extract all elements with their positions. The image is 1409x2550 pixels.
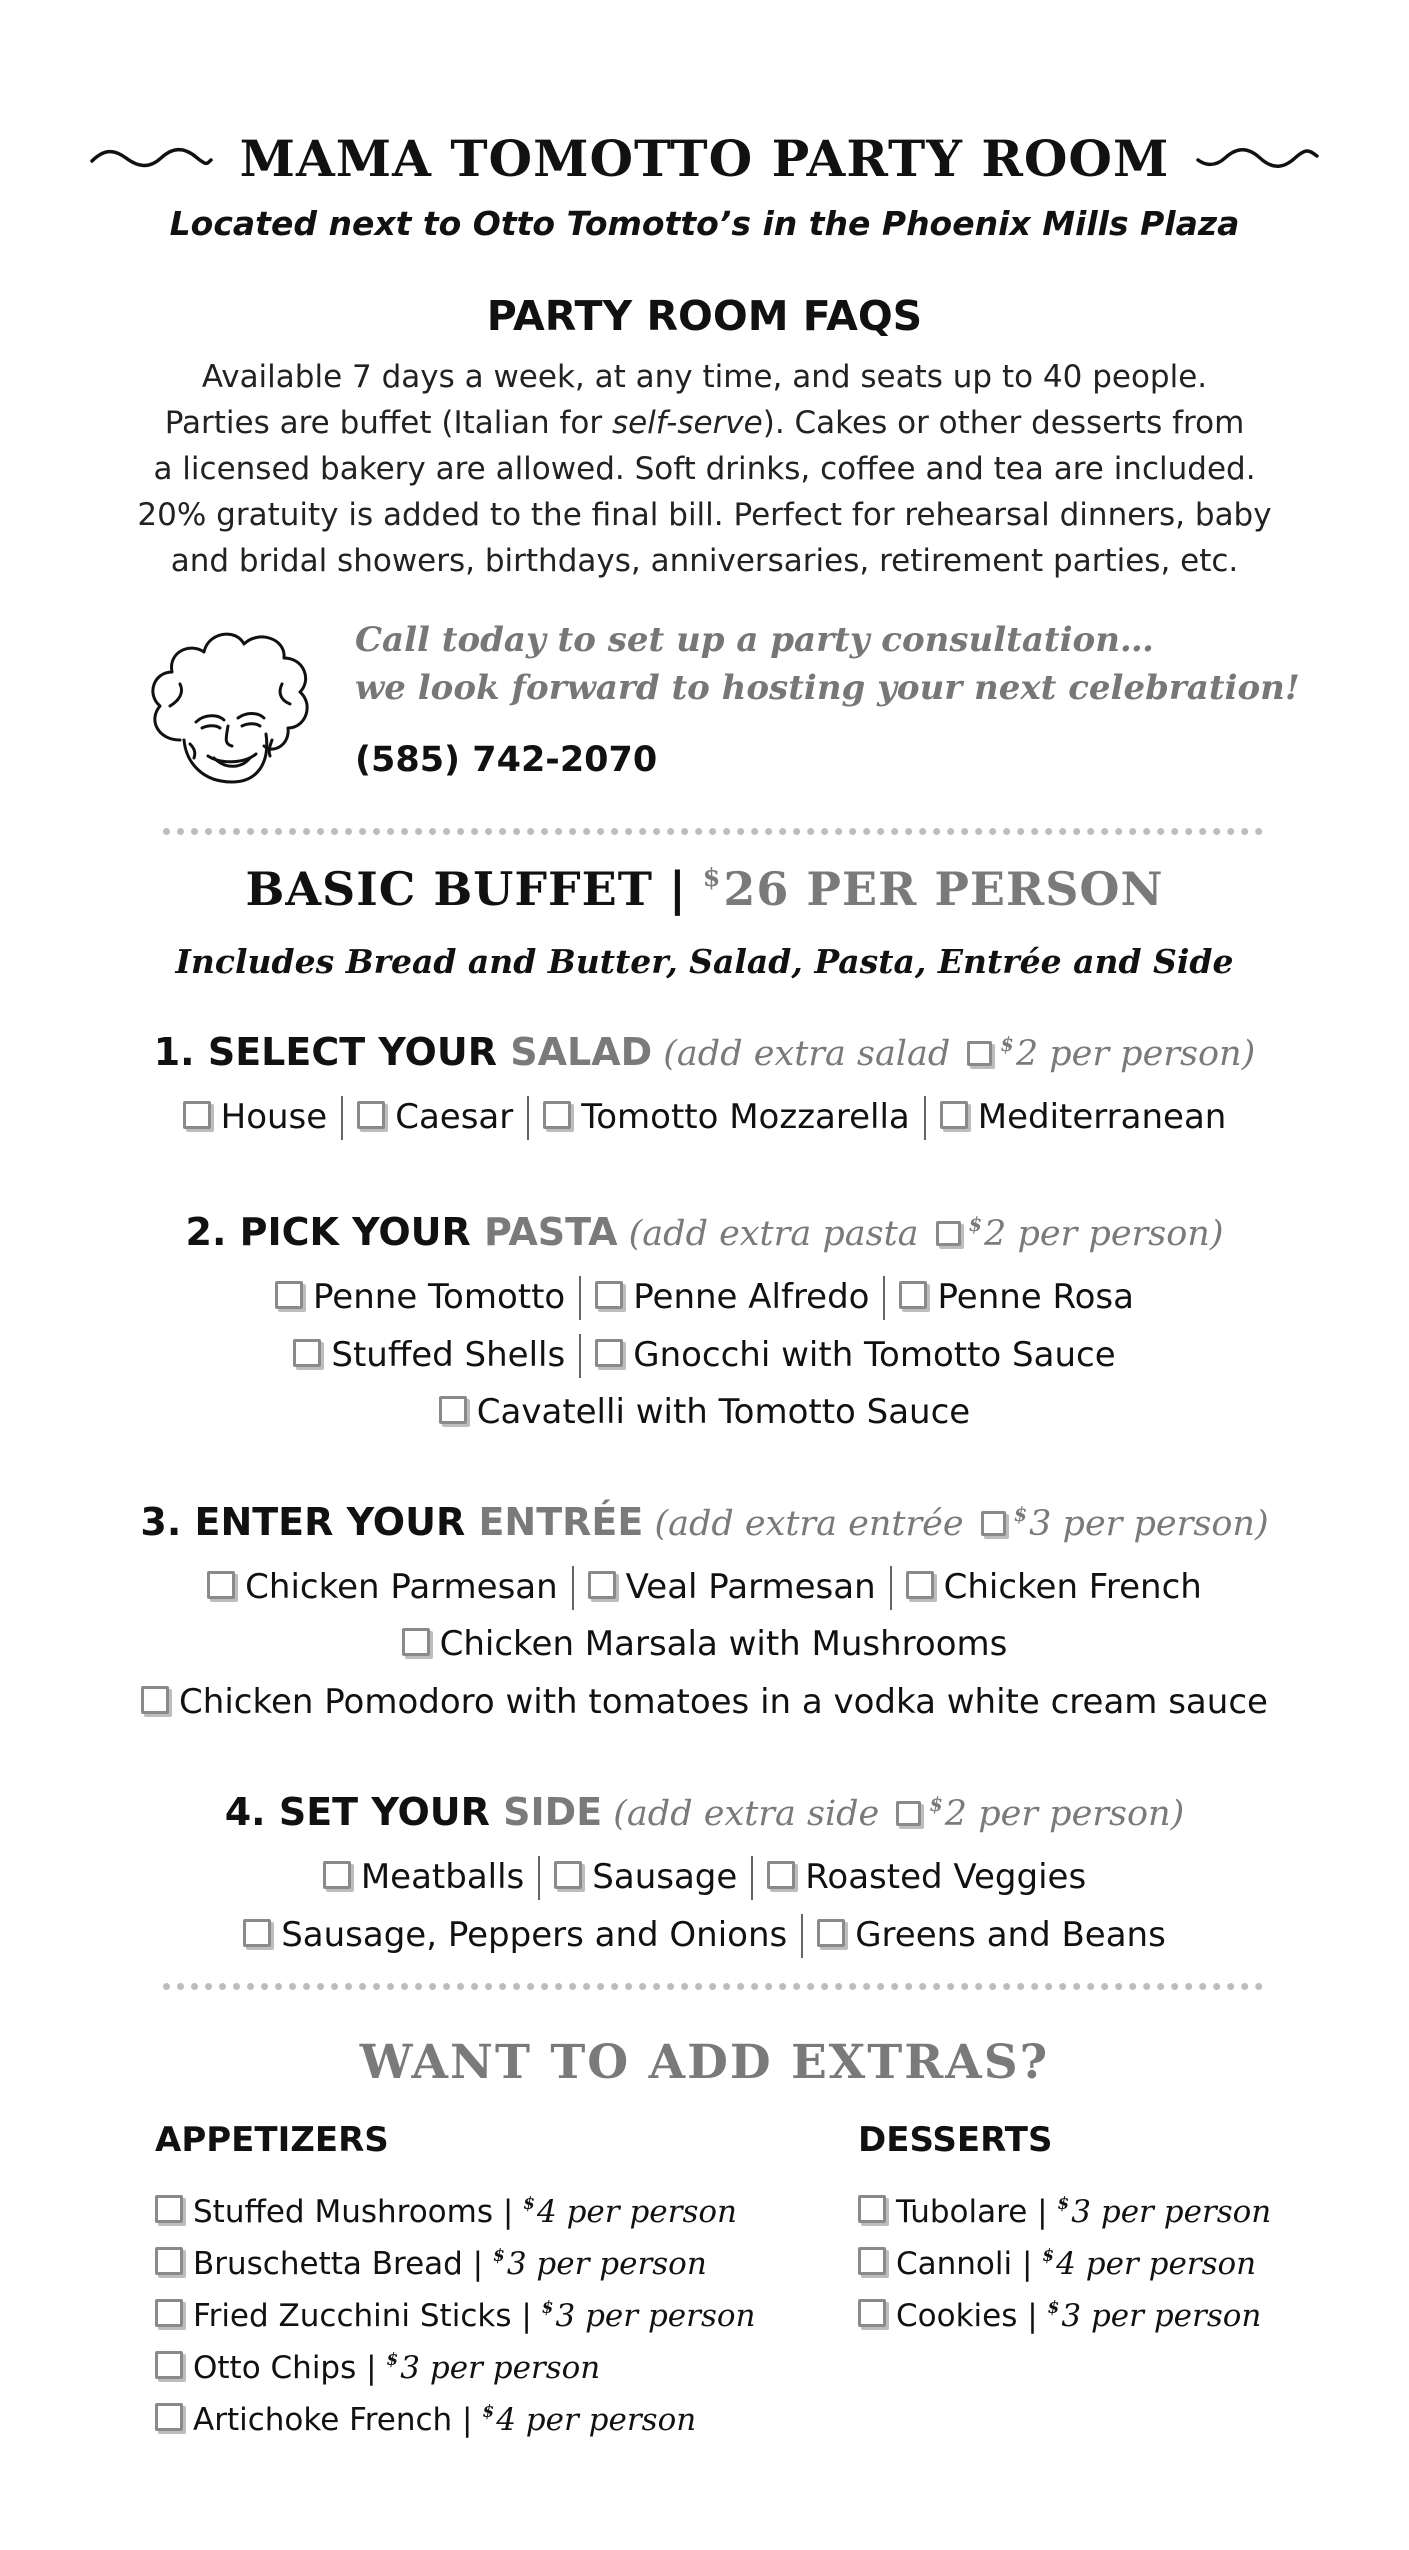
option-label: Roasted Veggies xyxy=(805,1856,1087,1897)
option-divider xyxy=(924,1096,926,1140)
extra-item-price-value: 3 per person xyxy=(555,2297,756,2334)
extra-item-price-value: 4 per person xyxy=(1056,2245,1257,2282)
extra-item-price xyxy=(1042,2246,1256,2282)
extra-checkbox[interactable] xyxy=(858,2299,886,2327)
buffet-separator: | xyxy=(668,862,687,916)
option-label: Greens and Beans xyxy=(855,1914,1166,1955)
currency-symbol: $ xyxy=(1000,1032,1014,1056)
faq-text: ). Cakes or other desserts from xyxy=(762,405,1245,441)
add-extra-price: 3 per person) xyxy=(1029,1504,1269,1544)
option-label: Sausage xyxy=(592,1856,738,1897)
faq-line: and bridal showers, birthdays, anniversaries, retirement parties, etc. xyxy=(170,543,1239,579)
option-checkbox[interactable] xyxy=(243,1919,271,1947)
option-divider xyxy=(579,1334,581,1378)
extra-item[interactable] xyxy=(155,2334,756,2386)
extra-item-price xyxy=(1048,2298,1262,2334)
appetizer-list xyxy=(155,2178,756,2438)
option-checkbox[interactable] xyxy=(323,1861,351,1889)
menu-option[interactable] xyxy=(243,1915,787,1955)
add-extra-note xyxy=(602,1794,1184,1834)
currency-symbol: $ xyxy=(1013,1502,1028,1526)
extra-item-price-value: 3 per person xyxy=(1061,2297,1262,2334)
extra-item-price xyxy=(493,2246,707,2282)
extra-item-separator: | xyxy=(511,2297,542,2334)
currency-symbol: $ xyxy=(1057,2194,1070,2214)
add-extra-label: (add extra pasta xyxy=(617,1214,930,1254)
menu-option[interactable] xyxy=(293,1335,565,1375)
desserts-column xyxy=(858,2120,1271,2334)
menu-option[interactable] xyxy=(817,1915,1166,1955)
extra-item[interactable] xyxy=(155,2178,756,2230)
option-checkbox[interactable] xyxy=(207,1571,235,1599)
option-label: Sausage, Peppers and Onions xyxy=(281,1914,788,1955)
step-category: SIDE xyxy=(503,1790,603,1834)
buffet-price-value: 26 PER PERSON xyxy=(723,862,1164,916)
menu-option[interactable] xyxy=(554,1857,737,1897)
buffet-price xyxy=(703,862,1164,916)
currency-symbol: $ xyxy=(1042,2246,1055,2266)
call-to-action xyxy=(355,616,1300,712)
option-row xyxy=(0,1334,1409,1378)
extra-item[interactable] xyxy=(155,2230,756,2282)
option-row xyxy=(0,1624,1409,1664)
buffet-includes: Includes Bread and Butter, Salad, Pasta, Entrée and Side xyxy=(175,942,1234,981)
faq-line: a licensed bakery are allowed. Soft drinks, coffee and tea are included. xyxy=(153,451,1256,487)
extra-item-price xyxy=(482,2402,696,2438)
step-prefix: 1. SELECT YOUR xyxy=(153,1030,511,1074)
menu-option[interactable] xyxy=(439,1392,970,1432)
step-heading xyxy=(0,1790,1409,1834)
add-extra-label: (add extra side xyxy=(602,1794,891,1834)
menu-option[interactable] xyxy=(141,1682,1268,1722)
currency-symbol: $ xyxy=(482,2402,495,2422)
add-extra-price: 2 per person) xyxy=(944,1794,1185,1834)
option-divider xyxy=(538,1856,540,1900)
add-extra-checkbox[interactable] xyxy=(896,1801,921,1826)
option-checkbox[interactable] xyxy=(357,1101,385,1129)
add-extra-checkbox[interactable] xyxy=(936,1221,961,1246)
currency-symbol: $ xyxy=(929,1792,943,1816)
dessert-list xyxy=(858,2178,1271,2334)
extra-item-name: Fried Zucchini Sticks xyxy=(193,2297,512,2334)
option-checkbox[interactable] xyxy=(402,1628,430,1656)
option-label: Penne Tomotto xyxy=(313,1276,566,1317)
option-divider xyxy=(883,1276,885,1320)
option-divider xyxy=(527,1096,529,1140)
extra-item-name: Cookies xyxy=(896,2297,1018,2334)
option-divider xyxy=(890,1566,892,1610)
extra-checkbox[interactable] xyxy=(858,2195,886,2223)
add-extra-checkbox[interactable] xyxy=(967,1041,992,1066)
extra-item[interactable] xyxy=(858,2230,1271,2282)
extra-item[interactable] xyxy=(155,2282,756,2334)
option-checkbox[interactable] xyxy=(595,1281,623,1309)
add-extra-price: 2 per person) xyxy=(984,1214,1224,1254)
extra-item-name: Artichoke French xyxy=(193,2401,453,2438)
squiggle-right-icon xyxy=(1195,143,1320,173)
option-label: Stuffed Shells xyxy=(331,1334,566,1375)
menu-option[interactable] xyxy=(940,1097,1227,1137)
option-checkbox[interactable] xyxy=(183,1101,211,1129)
extra-item-separator: | xyxy=(492,2193,524,2230)
extra-item[interactable] xyxy=(858,2282,1271,2334)
step-prefix: 2. PICK YOUR xyxy=(185,1210,484,1254)
menu-option[interactable] xyxy=(595,1277,869,1317)
extras-heading: WANT TO ADD EXTRAS? xyxy=(359,2035,1050,2090)
option-label: Penne Alfredo xyxy=(633,1276,870,1317)
currency-symbol: $ xyxy=(386,2350,399,2370)
option-label: Chicken Pomodoro with tomatoes in a vodka white cream sauce xyxy=(179,1682,1268,1722)
option-label: Chicken Marsala with Mushrooms xyxy=(439,1624,1008,1664)
buffet-heading xyxy=(0,862,1409,916)
buffet-name: BASIC BUFFET xyxy=(245,862,653,916)
option-checkbox[interactable] xyxy=(906,1571,934,1599)
option-divider xyxy=(341,1096,343,1140)
add-extra-checkbox[interactable] xyxy=(981,1511,1006,1536)
option-divider xyxy=(579,1276,581,1320)
extra-item-separator: | xyxy=(1012,2245,1043,2282)
currency-symbol: $ xyxy=(968,1212,983,1236)
add-extra-note xyxy=(643,1504,1268,1544)
menu-option[interactable] xyxy=(595,1335,1115,1375)
extra-item[interactable] xyxy=(155,2386,756,2438)
extra-item-separator: | xyxy=(462,2245,493,2282)
currency-symbol: $ xyxy=(492,2246,505,2266)
menu-option[interactable] xyxy=(543,1097,910,1137)
option-row xyxy=(0,1682,1409,1722)
extra-checkbox[interactable] xyxy=(155,2247,183,2275)
menu-option[interactable] xyxy=(275,1277,565,1317)
squiggle-left-icon xyxy=(89,143,214,173)
option-row xyxy=(0,1566,1409,1610)
add-extra-note xyxy=(618,1214,1224,1254)
faq-line: 20% gratuity is added to the final bill. Perfect for rehearsal dinners, baby xyxy=(137,497,1272,533)
extra-item-price-value: 4 per person xyxy=(537,2193,737,2230)
option-checkbox[interactable] xyxy=(588,1571,616,1599)
dotted-divider xyxy=(163,828,1263,835)
extra-item-price-value: 3 per person xyxy=(506,2245,707,2282)
option-checkbox[interactable] xyxy=(767,1861,795,1889)
option-checkbox[interactable] xyxy=(543,1101,571,1129)
extra-item-price-value: 3 per person xyxy=(400,2349,601,2386)
extra-item-price xyxy=(386,2350,600,2386)
option-label: Cavatelli with Tomotto Sauce xyxy=(476,1392,971,1432)
add-extra-note xyxy=(652,1034,1255,1074)
menu-option[interactable] xyxy=(402,1624,1008,1664)
option-checkbox[interactable] xyxy=(899,1281,927,1309)
extra-item[interactable] xyxy=(858,2178,1271,2230)
menu-option[interactable] xyxy=(357,1097,513,1137)
extra-checkbox[interactable] xyxy=(155,2351,183,2379)
menu-option[interactable] xyxy=(588,1567,876,1607)
faq-heading: PARTY ROOM FAQS xyxy=(486,292,923,340)
extra-item-price xyxy=(1057,2194,1271,2230)
step-category: ENTRÉE xyxy=(478,1500,644,1544)
option-row xyxy=(0,1856,1409,1900)
add-extra-label: (add extra salad xyxy=(652,1034,962,1074)
option-checkbox[interactable] xyxy=(940,1101,968,1129)
menu-option[interactable] xyxy=(323,1857,524,1897)
extra-item-price xyxy=(523,2194,737,2230)
add-extra-label: (add extra entrée xyxy=(643,1504,975,1544)
step-heading xyxy=(0,1210,1409,1254)
option-divider xyxy=(801,1914,803,1958)
menu-option[interactable] xyxy=(767,1857,1086,1897)
option-checkbox[interactable] xyxy=(554,1861,582,1889)
extra-item-price-value: 3 per person xyxy=(1071,2193,1272,2230)
faq-body xyxy=(0,354,1409,584)
extra-item-name: Otto Chips xyxy=(193,2349,357,2386)
page-title: MAMA TOMOTTO PARTY ROOM xyxy=(239,128,1170,188)
option-label: Penne Rosa xyxy=(937,1276,1134,1317)
step-category: SALAD xyxy=(510,1030,653,1074)
option-label: Chicken French xyxy=(943,1566,1202,1607)
currency-symbol: $ xyxy=(1047,2298,1060,2318)
extra-item-separator: | xyxy=(1027,2193,1058,2230)
menu-option[interactable] xyxy=(906,1567,1202,1607)
step-prefix: 3. ENTER YOUR xyxy=(140,1500,479,1544)
faq-text: Parties are buffet (Italian for xyxy=(164,405,612,441)
step-category: PASTA xyxy=(483,1210,618,1254)
step-heading xyxy=(0,1500,1409,1544)
extra-item-separator: | xyxy=(356,2349,387,2386)
title-row xyxy=(0,118,1409,198)
option-label: Caesar xyxy=(395,1096,514,1137)
faq-emphasis: self-serve xyxy=(611,405,763,441)
location-subtitle: Located next to Otto Tomotto’s in the Phoenix Mills Plaza xyxy=(169,204,1240,243)
appetizers-heading: APPETIZERS xyxy=(155,2120,389,2160)
option-checkbox[interactable] xyxy=(141,1686,169,1714)
extra-item-price-value: 4 per person xyxy=(496,2401,697,2438)
extra-checkbox[interactable] xyxy=(155,2403,183,2431)
option-checkbox[interactable] xyxy=(439,1396,467,1424)
step-prefix: 4. SET YOUR xyxy=(224,1790,504,1834)
option-divider xyxy=(751,1856,753,1900)
option-label: Chicken Parmesan xyxy=(245,1566,558,1607)
extra-checkbox[interactable] xyxy=(858,2247,886,2275)
option-checkbox[interactable] xyxy=(817,1919,845,1947)
menu-option[interactable] xyxy=(899,1277,1133,1317)
option-label: Mediterranean xyxy=(977,1096,1227,1137)
dotted-divider xyxy=(163,1983,1263,1990)
extra-checkbox[interactable] xyxy=(155,2195,183,2223)
call-line: we look forward to hosting your next celebration! xyxy=(355,668,1300,708)
option-row xyxy=(0,1392,1409,1432)
extra-checkbox[interactable] xyxy=(155,2299,183,2327)
option-label: Meatballs xyxy=(360,1856,525,1897)
currency-symbol: $ xyxy=(541,2298,554,2318)
option-row xyxy=(0,1096,1409,1140)
extra-item-separator: | xyxy=(1017,2297,1048,2334)
option-label: Tomotto Mozzarella xyxy=(581,1096,910,1137)
option-checkbox[interactable] xyxy=(293,1339,321,1367)
appetizers-column xyxy=(155,2120,756,2438)
extra-item-price xyxy=(542,2298,756,2334)
extra-item-name: Stuffed Mushrooms xyxy=(193,2193,493,2230)
call-line: Call today to set up a party consultation… xyxy=(355,620,1154,660)
currency-symbol: $ xyxy=(523,2194,535,2214)
menu-option[interactable] xyxy=(183,1097,328,1137)
phone-number[interactable]: (585) 742-2070 xyxy=(355,740,658,780)
currency-symbol: $ xyxy=(702,862,722,893)
option-divider xyxy=(572,1566,574,1610)
faq-line: Available 7 days a week, at any time, and seats up to 40 people. xyxy=(201,359,1208,395)
option-label: Gnocchi with Tomotto Sauce xyxy=(633,1334,1116,1375)
add-extra-price: 2 per person) xyxy=(1015,1034,1256,1074)
extra-item-name: Cannoli xyxy=(896,2245,1013,2282)
menu-option[interactable] xyxy=(207,1567,558,1607)
faq-line xyxy=(0,400,1409,446)
option-row xyxy=(0,1276,1409,1320)
option-row xyxy=(0,1914,1409,1958)
option-label: House xyxy=(220,1096,328,1137)
option-checkbox[interactable] xyxy=(275,1281,303,1309)
extra-item-separator: | xyxy=(452,2401,483,2438)
mama-portrait-icon xyxy=(140,622,315,790)
option-checkbox[interactable] xyxy=(595,1339,623,1367)
extra-item-name: Tubolare xyxy=(896,2193,1028,2230)
step-heading xyxy=(0,1030,1409,1074)
extra-item-name: Bruschetta Bread xyxy=(193,2245,463,2282)
desserts-heading: DESSERTS xyxy=(858,2120,1053,2160)
option-label: Veal Parmesan xyxy=(625,1566,876,1607)
